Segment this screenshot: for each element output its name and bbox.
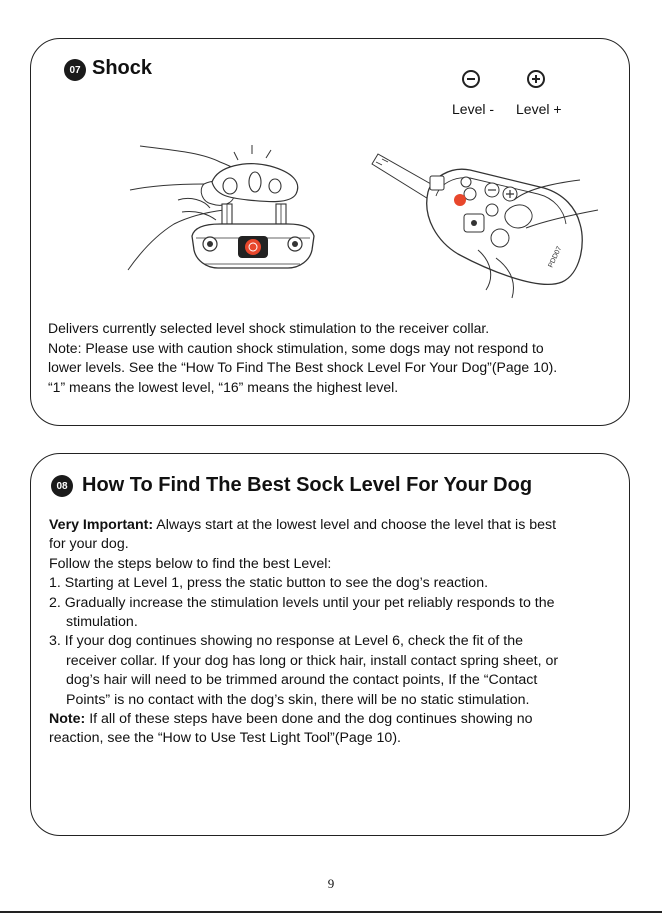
step-3-cont-3: Points” is no contact with the dog’s skin, there will be no static stimulation. xyxy=(66,691,530,708)
device-model-label: PDD07 xyxy=(547,245,564,269)
level-plus-label: Level + xyxy=(516,101,562,117)
important-line-2: for your dog. xyxy=(49,536,129,553)
step-3-cont-2: dog’s hair will need to be trimmed around the contact points, If the “Contact xyxy=(66,672,538,689)
section-title: Shock xyxy=(92,57,153,79)
note-text: If all of these steps have been done and the dog continues showing no xyxy=(85,711,533,728)
section-title: How To Find The Best Sock Level For Your Dog xyxy=(82,474,533,496)
important-text: Always start at the lowest level and choose the level that is best xyxy=(153,517,557,533)
shock-description-line-1: Delivers currently selected level shock stimulation to the receiver collar. xyxy=(48,320,490,336)
shock-description-line-2: Note: Please use with caution shock stimulation, some dogs may not respond to xyxy=(48,339,544,356)
collar-hand-illustration xyxy=(120,138,320,278)
section-number-badge: 08 xyxy=(51,475,73,497)
note-label: Note: xyxy=(49,711,86,728)
shock-description-line-4: “1” means the lowest level, “16” means the highest level. xyxy=(48,378,399,395)
step-3-cont-1: receiver collar. If your dog has long or thick hair, install contact spring sheet, or xyxy=(66,652,559,669)
page-number: 9 xyxy=(327,876,335,891)
level-minus-icon xyxy=(462,70,480,88)
section-number-badge: 07 xyxy=(64,59,86,81)
bottom-rule xyxy=(0,911,662,913)
note-line xyxy=(49,710,558,729)
step-2: 2. Gradually increase the stimulation levels until your pet reliably responds to the xyxy=(49,594,555,611)
remote-hand-illustration xyxy=(366,150,606,300)
steps-intro: Follow the steps below to find the best Level: xyxy=(49,555,332,572)
best-level-instructions xyxy=(49,516,558,749)
level-plus-icon xyxy=(527,70,545,88)
step-3: 3. If your dog continues showing no response at Level 6, check the fit of the xyxy=(49,633,523,650)
step-2-cont: stimulation. xyxy=(66,614,138,631)
note-line-2: reaction, see the “How to Use Test Light Tool”(Page 10). xyxy=(49,730,401,747)
shock-description-line-3: lower levels. See the “How To Find The Best shock Level For Your Dog”(Page 10). xyxy=(48,359,558,375)
level-minus-label: Level - xyxy=(452,101,495,117)
step-1: 1. Starting at Level 1, press the static button to see the dog’s reaction. xyxy=(49,575,489,592)
important-label: Very Important: xyxy=(49,517,154,533)
important-line xyxy=(49,516,558,535)
